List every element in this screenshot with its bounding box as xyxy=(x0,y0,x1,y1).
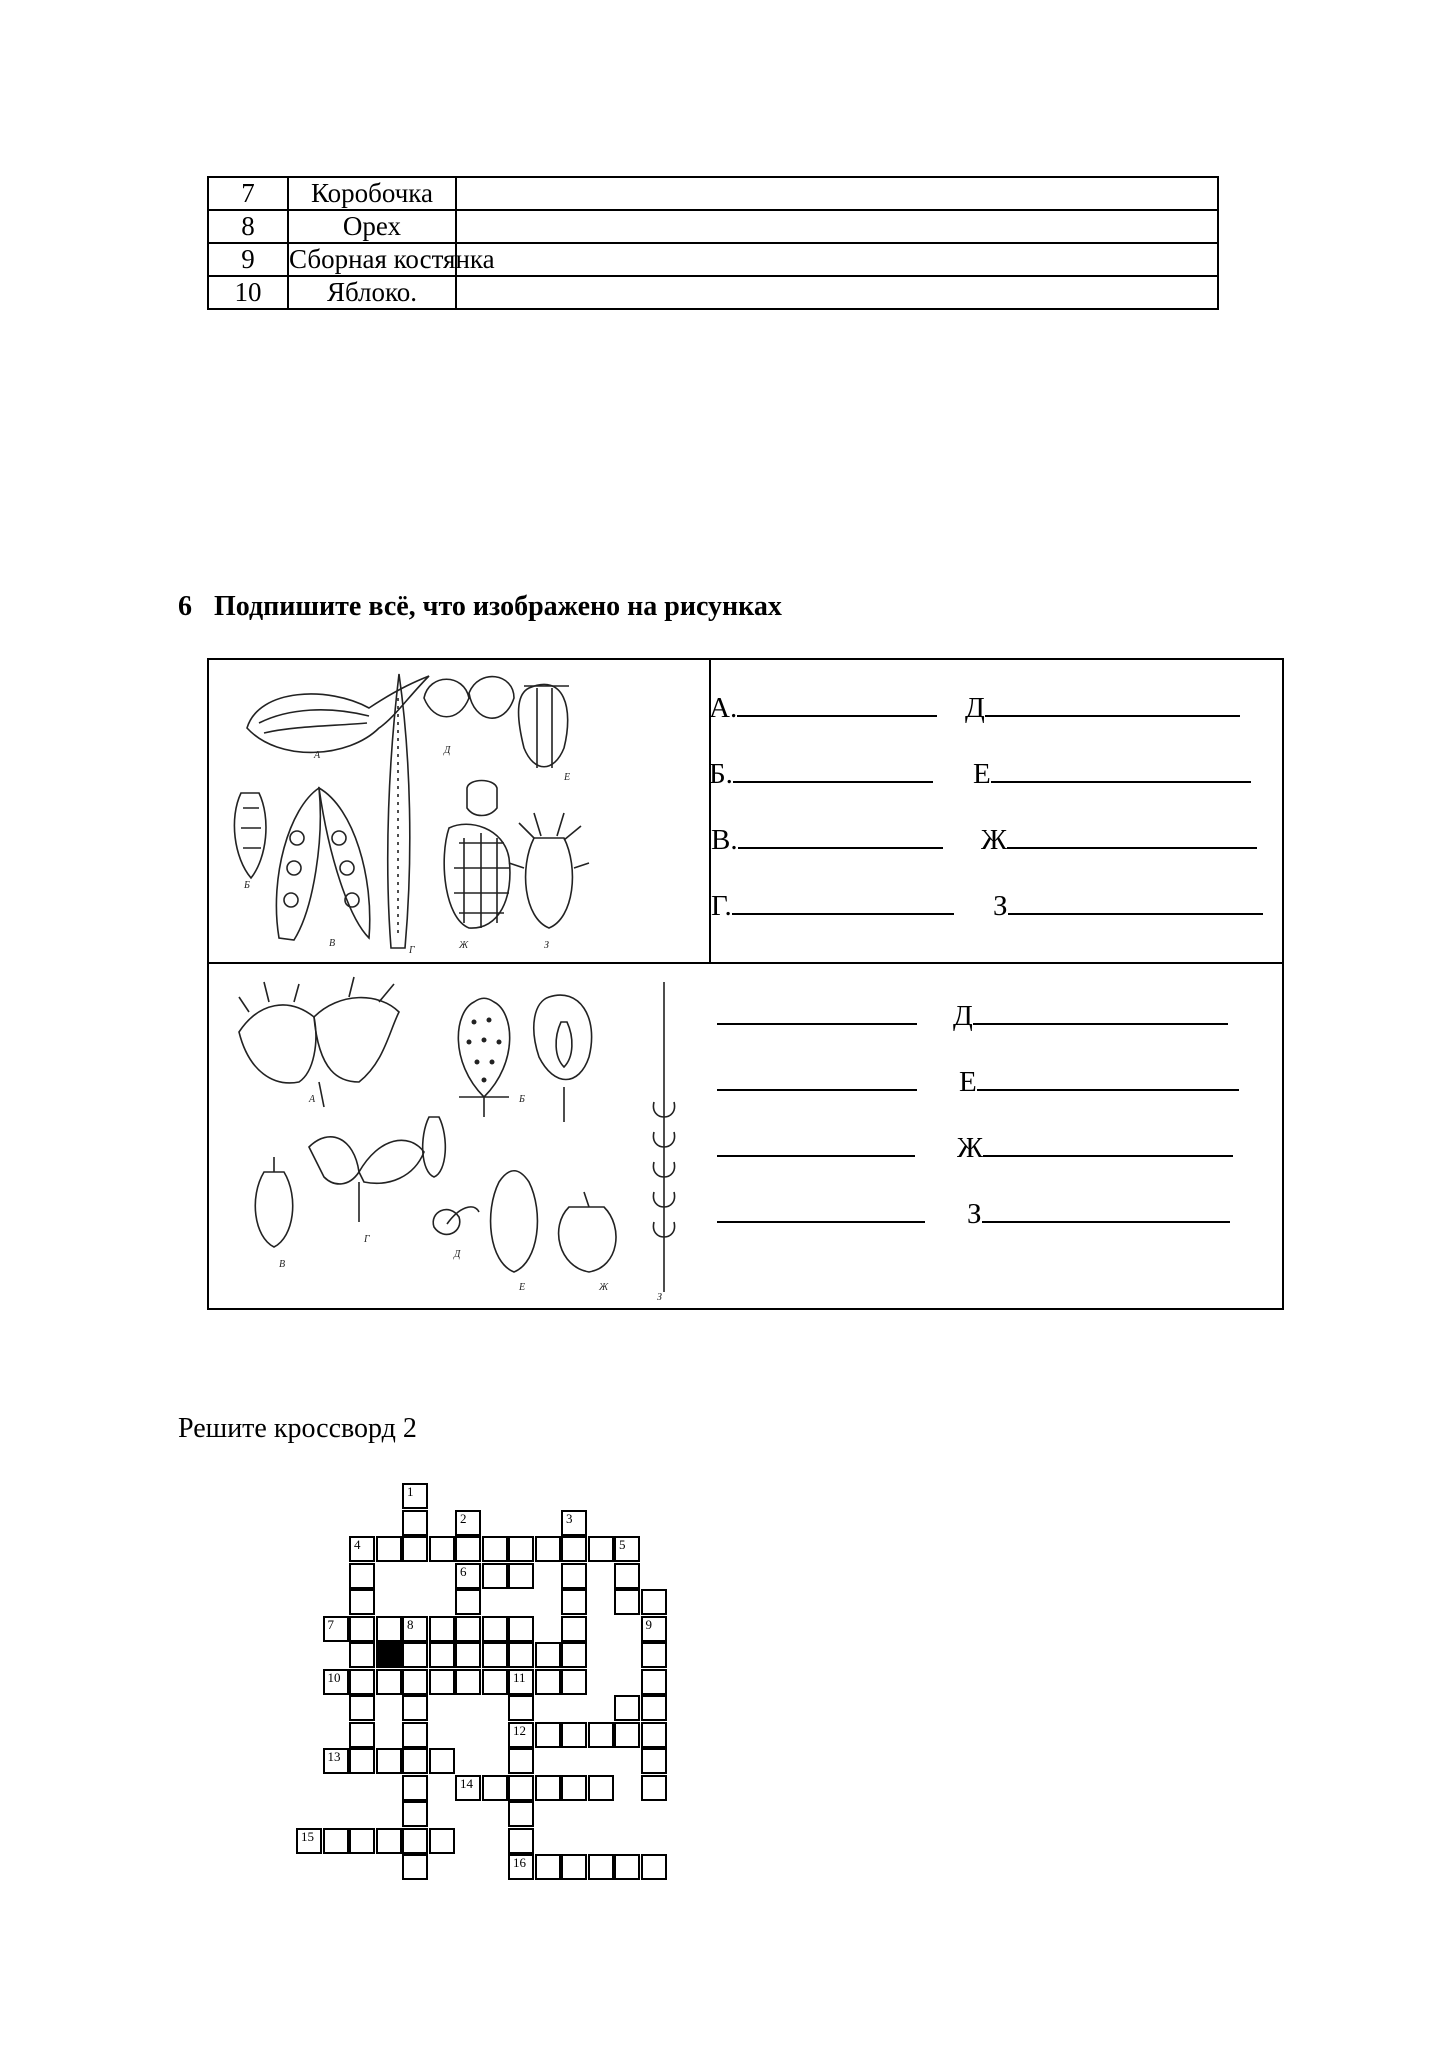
crossword-cell[interactable] xyxy=(614,1695,640,1721)
crossword-cell[interactable] xyxy=(508,1854,534,1880)
clue-number: 9 xyxy=(645,1616,652,1632)
crossword-cell[interactable] xyxy=(349,1642,375,1668)
clue-number: 10 xyxy=(327,1669,341,1685)
crossword-cell[interactable] xyxy=(535,1642,561,1668)
row-number: 8 xyxy=(208,210,288,243)
crossword-cell[interactable] xyxy=(323,1669,349,1695)
crossword-cell[interactable] xyxy=(641,1669,667,1695)
crossword-cell[interactable] xyxy=(402,1801,428,1827)
crossword-blocked-cell xyxy=(376,1642,402,1668)
crossword-cell[interactable] xyxy=(641,1589,667,1615)
crossword-cell[interactable] xyxy=(482,1563,508,1589)
crossword-cell[interactable] xyxy=(455,1589,481,1615)
crossword-cell[interactable] xyxy=(561,1854,587,1880)
crossword-cell[interactable] xyxy=(641,1722,667,1748)
crossword-cell[interactable] xyxy=(376,1616,402,1642)
crossword-cell[interactable] xyxy=(323,1828,349,1854)
crossword-cell[interactable] xyxy=(429,1748,455,1774)
crossword-cell[interactable] xyxy=(561,1589,587,1615)
svg-text:Е: Е xyxy=(519,1282,526,1293)
crossword-cell[interactable] xyxy=(535,1536,561,1562)
crossword-cell[interactable] xyxy=(429,1536,455,1562)
svg-text:В: В xyxy=(279,1259,286,1270)
crossword-cell[interactable] xyxy=(508,1722,534,1748)
svg-text:Ж: Ж xyxy=(459,940,469,951)
crossword-cell[interactable] xyxy=(376,1828,402,1854)
crossword-cell[interactable] xyxy=(588,1775,614,1801)
table-row xyxy=(208,210,1218,243)
figure-box xyxy=(207,658,1284,1310)
crossword-cell[interactable] xyxy=(376,1536,402,1562)
crossword-cell[interactable] xyxy=(402,1695,428,1721)
dry-fruits-illustration xyxy=(219,668,699,956)
crossword-cell[interactable] xyxy=(614,1563,640,1589)
crossword-cell[interactable] xyxy=(402,1722,428,1748)
crossword-cell[interactable] xyxy=(349,1722,375,1748)
crossword-cell[interactable] xyxy=(561,1642,587,1668)
crossword-cell[interactable] xyxy=(482,1536,508,1562)
crossword-cell[interactable] xyxy=(508,1536,534,1562)
crossword-cell[interactable] xyxy=(561,1510,587,1536)
crossword-cell[interactable] xyxy=(429,1642,455,1668)
svg-text:Б: Б xyxy=(519,1094,525,1105)
task-6-title xyxy=(178,591,782,623)
crossword-cell[interactable] xyxy=(641,1748,667,1774)
answer-cell[interactable] xyxy=(456,276,1218,309)
task-number: 6 xyxy=(178,591,192,622)
crossword-cell[interactable] xyxy=(429,1828,455,1854)
crossword-cell[interactable] xyxy=(376,1748,402,1774)
svg-text:Г: Г xyxy=(409,945,415,956)
clue-number: 1 xyxy=(407,1484,414,1499)
crossword-cell[interactable] xyxy=(349,1748,375,1774)
clue-number: 4 xyxy=(354,1537,361,1552)
crossword-cell[interactable] xyxy=(482,1616,508,1642)
crossword-cell[interactable] xyxy=(535,1722,561,1748)
clue-number: 16 xyxy=(513,1855,526,1870)
label-row: Г. З xyxy=(711,888,954,923)
svg-text:Е: Е xyxy=(564,772,571,783)
crossword-cell[interactable] xyxy=(508,1801,534,1827)
label-row: З xyxy=(717,1196,925,1231)
crossword-cell[interactable] xyxy=(561,1616,587,1642)
crossword-cell[interactable] xyxy=(402,1854,428,1880)
crossword-cell[interactable] xyxy=(641,1775,667,1801)
crossword-cell[interactable] xyxy=(508,1828,534,1854)
figure-divider-horizontal xyxy=(209,962,1282,964)
crossword-cell[interactable] xyxy=(402,1775,428,1801)
crossword-cell[interactable] xyxy=(561,1775,587,1801)
crossword-cell[interactable] xyxy=(402,1748,428,1774)
clue-number: 2 xyxy=(460,1510,467,1526)
crossword-cell[interactable] xyxy=(482,1669,508,1695)
crossword-cell[interactable] xyxy=(455,1616,481,1642)
crossword-cell[interactable] xyxy=(614,1854,640,1880)
crossword-cell[interactable] xyxy=(641,1616,667,1642)
crossword-cell[interactable] xyxy=(508,1563,534,1589)
crossword-cell[interactable] xyxy=(561,1536,587,1562)
fruit-table xyxy=(207,176,1219,310)
row-number: 7 xyxy=(208,177,288,210)
crossword-cell[interactable] xyxy=(641,1695,667,1721)
clue-number: 8 xyxy=(407,1616,414,1632)
crossword-cell[interactable] xyxy=(429,1616,455,1642)
crossword-cell[interactable] xyxy=(508,1642,534,1668)
crossword-cell[interactable] xyxy=(402,1510,428,1536)
crossword-cell[interactable] xyxy=(323,1748,349,1774)
clue-number: 11 xyxy=(513,1669,526,1685)
crossword-cell[interactable] xyxy=(588,1722,614,1748)
crossword-cell[interactable] xyxy=(641,1642,667,1668)
svg-text:А: А xyxy=(309,1094,316,1105)
svg-text:З: З xyxy=(544,940,549,951)
crossword-cell[interactable] xyxy=(455,1536,481,1562)
crossword-cell[interactable] xyxy=(455,1510,481,1536)
crossword-cell[interactable] xyxy=(349,1589,375,1615)
crossword-cell[interactable] xyxy=(614,1536,640,1562)
crossword-cell[interactable]: 6 xyxy=(455,1563,481,1589)
table-row xyxy=(208,243,1218,276)
crossword-cell[interactable] xyxy=(508,1616,534,1642)
clue-number: 12 xyxy=(513,1722,526,1738)
crossword-cell[interactable] xyxy=(561,1563,587,1589)
crossword-cell[interactable] xyxy=(508,1748,534,1774)
crossword-cell[interactable] xyxy=(614,1589,640,1615)
crossword-cell[interactable] xyxy=(455,1775,481,1801)
crossword-cell[interactable] xyxy=(588,1536,614,1562)
crossword-cell[interactable] xyxy=(482,1642,508,1668)
table-row xyxy=(208,177,1218,210)
crossword-cell[interactable] xyxy=(296,1828,322,1854)
crossword-cell[interactable] xyxy=(455,1669,481,1695)
fruit-name: Орех xyxy=(288,210,456,243)
label-row: Б. Е xyxy=(709,756,933,791)
answer-cell[interactable] xyxy=(456,210,1218,243)
svg-text:Ж: Ж xyxy=(599,1282,609,1293)
crossword-cell[interactable] xyxy=(482,1775,508,1801)
label-row: Д xyxy=(717,998,917,1033)
answer-cell[interactable] xyxy=(456,243,1218,276)
crossword-cell[interactable] xyxy=(349,1669,375,1695)
crossword-cell[interactable] xyxy=(402,1669,428,1695)
clue-number: 7 xyxy=(327,1616,334,1632)
svg-text:Г: Г xyxy=(364,1234,370,1245)
crossword-cell[interactable] xyxy=(376,1669,402,1695)
crossword-cell[interactable] xyxy=(349,1536,375,1562)
fruit-name: Коробочка xyxy=(288,177,456,210)
svg-text:З: З xyxy=(657,1292,662,1303)
crossword-title: Решите кроссворд 2 xyxy=(178,1413,417,1444)
crossword-cell[interactable] xyxy=(561,1669,587,1695)
row-number: 10 xyxy=(208,276,288,309)
table-row xyxy=(208,276,1218,309)
fruit-name: Сборная костянка xyxy=(289,244,495,274)
label-row: Ж xyxy=(717,1130,915,1165)
crossword-cell[interactable] xyxy=(535,1854,561,1880)
fruit-name: Яблоко. xyxy=(288,276,456,309)
juicy-fruits-illustration xyxy=(219,972,699,1302)
crossword-cell[interactable] xyxy=(508,1695,534,1721)
task-text: Подпишите всё, что изображено на рисунках xyxy=(214,591,782,622)
crossword-cell[interactable] xyxy=(402,1536,428,1562)
crossword-cell[interactable] xyxy=(535,1775,561,1801)
crossword-cell[interactable] xyxy=(349,1828,375,1854)
crossword-cell[interactable] xyxy=(508,1775,534,1801)
clue-number: 15 xyxy=(301,1828,314,1844)
crossword-cell[interactable] xyxy=(588,1854,614,1880)
label-row: В. Ж xyxy=(711,822,943,857)
label-row: Е xyxy=(717,1064,917,1099)
crossword-cell[interactable] xyxy=(614,1722,640,1748)
figure-letter: А xyxy=(314,750,321,761)
clue-number: 5 xyxy=(619,1537,626,1552)
svg-text:В: В xyxy=(329,938,336,949)
crossword-cell[interactable] xyxy=(561,1722,587,1748)
row-number: 9 xyxy=(208,243,288,276)
crossword-cell[interactable] xyxy=(402,1616,428,1642)
crossword-cell[interactable] xyxy=(535,1669,561,1695)
crossword-cell[interactable] xyxy=(402,1642,428,1668)
crossword-cell[interactable] xyxy=(349,1695,375,1721)
label-row: А. Д xyxy=(709,690,937,725)
crossword-cell[interactable] xyxy=(349,1616,375,1642)
clue-number: 3 xyxy=(566,1510,573,1526)
clue-number: 14 xyxy=(460,1775,473,1791)
answer-cell[interactable] xyxy=(456,177,1218,210)
crossword-cell[interactable] xyxy=(402,1828,428,1854)
crossword-cell[interactable] xyxy=(641,1854,667,1880)
crossword-cell[interactable] xyxy=(323,1616,349,1642)
crossword-cell[interactable] xyxy=(402,1483,428,1509)
svg-text:Д: Д xyxy=(454,1249,461,1260)
crossword-cell[interactable] xyxy=(455,1642,481,1668)
crossword-cell[interactable] xyxy=(508,1669,534,1695)
svg-text:Д: Д xyxy=(444,745,451,756)
crossword-cell[interactable] xyxy=(429,1669,455,1695)
clue-number: 13 xyxy=(327,1749,341,1764)
svg-text:Б: Б xyxy=(244,880,250,891)
crossword-cell[interactable] xyxy=(349,1563,375,1589)
